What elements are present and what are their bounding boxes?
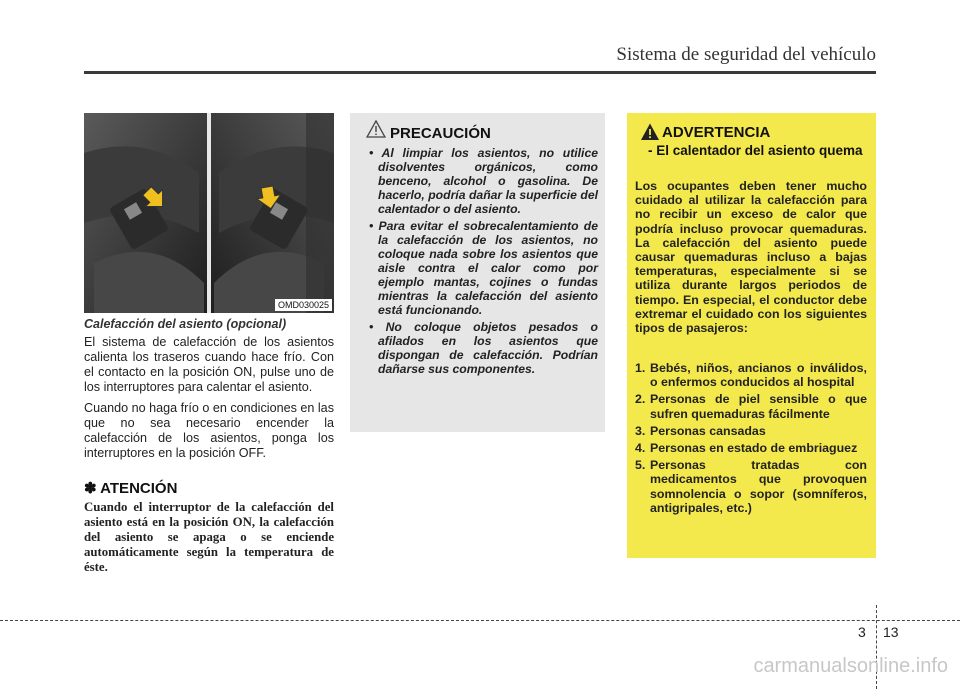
page-header-title: Sistema de seguridad del vehículo (616, 44, 876, 65)
warning-body: Los ocupantes deben tener mucho cuidado al utilizar la calefacción para no recibir un exceso de calor que podría incluso provocar quemaduras. La calefacción del asiento puede causar quemaduras incluso a bajas temperaturas, especialmente si se utiliza durante largos periodos de tiempo. En especial, el conductor debe extremar el cuidado con los siguientes tipos de pasajeros: (635, 179, 867, 336)
warning-item-number: 5. (635, 458, 646, 473)
warning-item (635, 392, 867, 420)
warning-item-number: 3. (635, 423, 646, 438)
seat-heater-switch-photo (84, 113, 334, 313)
warning-triangle-icon (640, 122, 660, 142)
caution-item: • No coloque objetos pesados o afilados en los asientos que dispongan de calefacción. Podrían dañarse sus componentes. (369, 320, 598, 376)
attention-body: Cuando el interruptor de la calefacción del asiento está en la posición ON, la calefacción del asiento se apaga o se enciende automáticamente según la temperatura de éste. (84, 500, 334, 574)
warning-item-text: Bebés, niños, ancianos o inválidos, o enfermos conducidos al hospital (650, 361, 867, 390)
warning-item-text: Personas cansadas (650, 423, 766, 438)
figure-caption: Calefacción del asiento (opcional) (84, 317, 287, 331)
footer-rule (0, 620, 960, 621)
left-column (84, 317, 334, 575)
watermark: carmanualsonline.info (753, 655, 948, 677)
caution-box (350, 113, 605, 432)
warning-item-number: 4. (635, 441, 646, 456)
header-rule (84, 71, 876, 74)
body-paragraph: El sistema de calefacción de los asientos calienta los traseros cuando hace frío. Con el contacto en la posición ON, pulse uno de los interruptores para calentar el asiento. (84, 335, 334, 394)
page-number: 13 (883, 624, 899, 640)
caution-item: • Para evitar el sobrecalentamiento de la calefacción de los asientos, no coloque nada sobre los asientos que aisle contra el calor como por ejemplo mantas, cojines o fundas mientras la calefacción del asiento está funcionando. (369, 219, 598, 317)
warning-list (635, 361, 867, 518)
warning-item-text: Personas de piel sensible o que sufren quemaduras fácilmente (650, 392, 867, 421)
warning-subtitle: - El calentador del asiento quema (648, 143, 863, 158)
chapter-number: 3 (858, 624, 866, 640)
caution-list (364, 146, 598, 379)
warning-item-number: 2. (635, 392, 646, 407)
attention-heading: ✽ ATENCIÓN (84, 480, 178, 497)
caution-item: • Al limpiar los asientos, no utilice disolventes orgánicos, como benceno, alcohol o gasolina. De hacerlo, podría dañar la superficie del calentador o del asiento. (369, 146, 598, 216)
warning-item-text: Personas tratadas con medicamentos que provoquen somnolencia o sopor (somníferos, antigripales, etc.) (650, 458, 867, 515)
warning-item-number: 1. (635, 361, 646, 375)
figure-code: OMD030025 (275, 299, 332, 311)
warning-box (627, 113, 876, 558)
caution-title: PRECAUCIÓN (390, 125, 491, 142)
warning-item-text: Personas en estado de embriaguez (650, 441, 858, 456)
warning-item (635, 458, 867, 515)
body-paragraph: Cuando no haga frío o en condiciones en las que no sea necesario encender la calefacción de los asientos, ponga los interruptores en la posición OFF. (84, 401, 334, 460)
warning-item (635, 441, 867, 455)
warning-title: ADVERTENCIA (662, 124, 771, 141)
caution-triangle-icon (366, 119, 386, 139)
warning-item (635, 424, 867, 438)
warning-item (635, 361, 867, 389)
